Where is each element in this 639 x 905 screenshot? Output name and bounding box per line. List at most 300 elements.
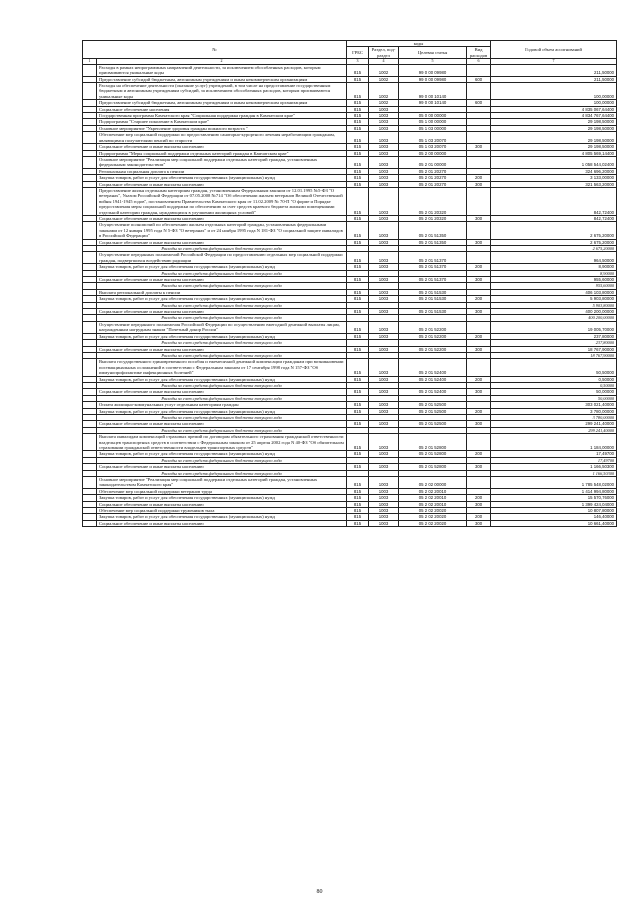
row-vid-cell: 600 bbox=[467, 76, 491, 82]
row-name-cell: Выплата региональной доплаты к пенсии bbox=[97, 289, 347, 295]
row-name-cell: Социальное обеспечение и иные выплаты населению bbox=[97, 501, 347, 507]
row-grbs-cell: 815 bbox=[347, 434, 369, 451]
row-sum-cell: 1 184,00000 bbox=[491, 434, 617, 451]
row-name-cell: Расходы за счет средств федерального бюджета текущего года bbox=[97, 246, 347, 252]
row-grbs-cell: 815 bbox=[347, 309, 369, 315]
row-target-cell: 05 2 01 52200 bbox=[399, 321, 467, 333]
row-razdel-cell: 1003 bbox=[369, 508, 399, 514]
row-num-cell bbox=[83, 321, 97, 333]
row-sum-cell: 1 414 994,80000 bbox=[491, 488, 617, 494]
row-grbs-cell: 815 bbox=[347, 156, 369, 168]
row-vid-cell: 600 bbox=[467, 100, 491, 106]
row-vid-cell: 300 bbox=[467, 215, 491, 221]
row-target-cell: 05 2 01 52800 bbox=[399, 434, 467, 451]
row-sum-cell: 324 696,20000 bbox=[491, 168, 617, 174]
row-name-cell: Подпрограмма "Меры социальной поддержки отдельных категорий граждан в Камчатском крае" bbox=[97, 150, 347, 156]
row-name-cell: Расходы за счет средств федерального бюджета текущего года bbox=[97, 302, 347, 308]
row-razdel-cell: 1003 bbox=[369, 222, 399, 239]
row-grbs-cell: 815 bbox=[347, 333, 369, 339]
row-name-cell: Закупка товаров, работ и услуг для обеспечения государственных (муниципальных) нужд bbox=[97, 495, 347, 501]
row-grbs-cell: 815 bbox=[347, 296, 369, 302]
col-index-cell: 4 bbox=[369, 59, 399, 65]
row-razdel-cell: 1003 bbox=[369, 215, 399, 221]
row-sum-cell: 1 399 424,04000 bbox=[491, 501, 617, 507]
row-name-cell: Выплата инвалидам компенсаций страховых премий по договорам обязательного страхования гражданской ответственности владельцев транспортных средств в соответствии с Федеральным законом от 25 апреля 2002 года N 40-ФЗ "Об обязательном страховании гражданской ответственности владельцев транспортных средств" bbox=[97, 434, 347, 451]
table-row bbox=[83, 252, 617, 264]
row-num-cell bbox=[83, 359, 97, 376]
row-grbs-cell: 815 bbox=[347, 125, 369, 131]
row-sum-cell: 100,00000 bbox=[491, 83, 617, 100]
row-sum-cell: 2 675,20000 bbox=[491, 239, 617, 245]
row-sum-cell: 2 675,20000 bbox=[491, 222, 617, 239]
row-grbs-cell: 815 bbox=[347, 119, 369, 125]
row-grbs-cell: 815 bbox=[347, 277, 369, 283]
row-grbs-cell: 815 bbox=[347, 514, 369, 520]
row-name-cell: Социальное обеспечение и иные выплаты населению bbox=[97, 239, 347, 245]
table-row bbox=[83, 64, 617, 76]
row-razdel-cell: 1003 bbox=[369, 309, 399, 315]
row-vid-cell: 200 bbox=[467, 514, 491, 520]
row-num-cell bbox=[83, 477, 97, 489]
row-grbs-cell: 815 bbox=[347, 168, 369, 174]
row-target-cell: 05 2 01 52800 bbox=[399, 451, 467, 457]
row-vid-cell bbox=[467, 187, 491, 215]
row-name-cell: Подпрограмма "Старшее поколение в Камчатском крае" bbox=[97, 119, 347, 125]
row-name-cell: Региональная социальная доплата к пенсии bbox=[97, 168, 347, 174]
row-vid-cell bbox=[467, 359, 491, 376]
row-sum-cell: 50,00000 bbox=[491, 389, 617, 395]
row-vid-cell bbox=[467, 83, 491, 100]
row-sum-cell: 0,50000 bbox=[491, 382, 617, 388]
row-target-cell: 05 2 02 20010 bbox=[399, 501, 467, 507]
row-name-cell: Закупка товаров, работ и услуг для обеспечения государственных (муниципальных) нужд bbox=[97, 408, 347, 414]
budget-document bbox=[82, 40, 616, 527]
row-razdel-cell: 1003 bbox=[369, 125, 399, 131]
row-razdel-cell: 1003 bbox=[369, 168, 399, 174]
row-sum-cell: 299 241,40000 bbox=[491, 427, 617, 433]
row-razdel-cell: 1003 bbox=[369, 421, 399, 427]
row-name-cell: Обеспечение мер социальной поддержки тружеников тыла bbox=[97, 508, 347, 514]
row-vid-cell: 300 bbox=[467, 309, 491, 315]
row-sum-cell: 50,00000 bbox=[491, 395, 617, 401]
row-target-cell: 05 2 01 52200 bbox=[399, 333, 467, 339]
row-razdel-cell: 1003 bbox=[369, 520, 399, 526]
row-target-cell: 05 2 01 20320 bbox=[399, 187, 467, 215]
row-vid-cell: 200 bbox=[467, 495, 491, 501]
row-name-cell: Закупка товаров, работ и услуг для обеспечения государственных (муниципальных) нужд bbox=[97, 296, 347, 302]
row-name-cell: Обеспечение мер социальной поддержки по предоставлению санаторно-курортного лечения неработающим гражданам, являющимся получателями пенсий по старости bbox=[97, 132, 347, 144]
row-grbs-cell: 815 bbox=[347, 113, 369, 119]
row-grbs-cell: 815 bbox=[347, 451, 369, 457]
row-name-cell: Расходы за счет средств федерального бюджета текущего года bbox=[97, 352, 347, 358]
row-vid-cell bbox=[467, 252, 491, 264]
row-name-cell: Социальное обеспечение населения bbox=[97, 106, 347, 112]
row-name-cell: Основное мероприятие "Реализация мер социальной поддержки отдельных категорий граждан, установленных законодательством Камчатского края" bbox=[97, 477, 347, 489]
row-target-cell: 05 2 01 20270 bbox=[399, 181, 467, 187]
row-sum-cell: 964,50000 bbox=[491, 252, 617, 264]
row-target-cell: 05 2 02 00000 bbox=[399, 477, 467, 489]
row-target-cell: 05 2 02 20020 bbox=[399, 508, 467, 514]
row-sum-cell: 3 133,00000 bbox=[491, 175, 617, 181]
row-vid-cell bbox=[467, 132, 491, 144]
row-name-cell: Социальное обеспечение и иные выплаты населению bbox=[97, 464, 347, 470]
row-name-cell: Обеспечение мер социальной поддержки ветеранов труда bbox=[97, 488, 347, 494]
row-name-cell: Социальное обеспечение и иные выплаты населению bbox=[97, 277, 347, 283]
row-vid-cell: 200 bbox=[467, 175, 491, 181]
row-razdel-cell: 1003 bbox=[369, 389, 399, 395]
row-razdel-cell: 1003 bbox=[369, 106, 399, 112]
row-grbs-cell: 815 bbox=[347, 106, 369, 112]
row-sum-cell: 400 200,00000 bbox=[491, 309, 617, 315]
row-sum-cell: 18 767,90000 bbox=[491, 352, 617, 358]
row-vid-cell: 300 bbox=[467, 501, 491, 507]
row-target-cell: 05 2 01 52400 bbox=[399, 389, 467, 395]
row-sum-cell: 3 780,00000 bbox=[491, 414, 617, 420]
row-target-cell: 05 2 01 52500 bbox=[399, 402, 467, 408]
row-sum-cell: 8,90000 bbox=[491, 270, 617, 276]
row-grbs-cell: 815 bbox=[347, 252, 369, 264]
row-sum-cell: 146,40000 bbox=[491, 514, 617, 520]
row-vid-cell: 300 bbox=[467, 239, 491, 245]
row-sum-cell: 400 200,00000 bbox=[491, 315, 617, 321]
row-grbs-cell: 815 bbox=[347, 76, 369, 82]
row-razdel-cell: 1003 bbox=[369, 175, 399, 181]
row-grbs-cell: 815 bbox=[347, 359, 369, 376]
row-sum-cell: 4 835 067,64400 bbox=[491, 106, 617, 112]
row-sum-cell: 4 805 569,14400 bbox=[491, 150, 617, 156]
row-target-cell: 05 2 01 51530 bbox=[399, 309, 467, 315]
row-target-cell: 05 2 01 51350 bbox=[399, 222, 467, 239]
row-razdel-cell: 1003 bbox=[369, 408, 399, 414]
row-razdel-cell: 1003 bbox=[369, 359, 399, 376]
row-name-cell: Закупка товаров, работ и услуг для обеспечения государственных (муниципальных) нужд bbox=[97, 376, 347, 382]
row-sum-cell: 321 563,20000 bbox=[491, 181, 617, 187]
row-name-cell: Закупка товаров, работ и услуг для обеспечения государственных (муниципальных) нужд bbox=[97, 451, 347, 457]
row-sum-cell: 955,60000 bbox=[491, 277, 617, 283]
row-target-cell: 05 2 01 20320 bbox=[399, 215, 467, 221]
row-target-cell: 99 0 00 10140 bbox=[399, 100, 467, 106]
row-grbs-cell: 815 bbox=[347, 289, 369, 295]
row-vid-cell: 300 bbox=[467, 277, 491, 283]
row-name-cell: Социальное обеспечение и иные выплаты населению bbox=[97, 389, 347, 395]
col-index-cell: 3 bbox=[347, 59, 369, 65]
row-razdel-cell: 1003 bbox=[369, 451, 399, 457]
table-row bbox=[83, 359, 617, 376]
row-razdel-cell: 1003 bbox=[369, 239, 399, 245]
table-row bbox=[83, 434, 617, 451]
col-index-cell: 6 bbox=[467, 59, 491, 65]
row-razdel-cell: 1003 bbox=[369, 346, 399, 352]
table-row bbox=[83, 187, 617, 215]
row-num-cell bbox=[83, 83, 97, 100]
budget-table bbox=[82, 40, 617, 527]
row-sum-cell: 10 807,80000 bbox=[491, 508, 617, 514]
row-grbs-cell: 815 bbox=[347, 402, 369, 408]
row-sum-cell: 4 834 767,64400 bbox=[491, 113, 617, 119]
row-target-cell: 05 2 01 52400 bbox=[399, 359, 467, 376]
row-razdel-cell: 1003 bbox=[369, 477, 399, 489]
row-grbs-cell: 815 bbox=[347, 187, 369, 215]
row-grbs-cell: 815 bbox=[347, 239, 369, 245]
row-sum-cell: 1 058 544,02400 bbox=[491, 156, 617, 168]
row-name-cell: Расходы за счет средств федерального бюджета текущего года bbox=[97, 395, 347, 401]
table-header bbox=[83, 41, 617, 65]
row-target-cell: 99 0 00 10140 bbox=[399, 83, 467, 100]
row-name-cell: Осуществление переданных полномочий Российской Федерации по предоставлению отдельных мер социальной поддержки граждан, подвергшихся воздействию радиации bbox=[97, 252, 347, 264]
row-name-cell: Основное мероприятие "Реализация мер социальной поддержки отдельных категорий граждан, установленных федеральным законодательством" bbox=[97, 156, 347, 168]
row-razdel-cell: 1003 bbox=[369, 187, 399, 215]
row-num-cell bbox=[83, 132, 97, 144]
row-sum-cell: 5 903,80000 bbox=[491, 302, 617, 308]
row-sum-cell: 1 785 548,02000 bbox=[491, 477, 617, 489]
row-sum-cell: 29 198,50000 bbox=[491, 119, 617, 125]
row-name-cell: Расходы в рамках непрограммных направлений деятельности, за исключением обособленных расходов, которым присваиваются уникальные коды bbox=[97, 64, 347, 76]
row-vid-cell: 300 bbox=[467, 421, 491, 427]
header-target: Целевая статья bbox=[399, 47, 467, 59]
row-target-cell: 05 2 01 52800 bbox=[399, 464, 467, 470]
row-name-cell: Оплата жилищно-коммунальных услуг отдельным категориям граждан bbox=[97, 402, 347, 408]
row-name-cell: Предоставление субсидий бюджетным, автономным учреждениям и иным некоммерческим организациям bbox=[97, 76, 347, 82]
row-target-cell: 05 2 01 51370 bbox=[399, 264, 467, 270]
row-name-cell: Расходы за счет средств федерального бюджета текущего года bbox=[97, 315, 347, 321]
table-row bbox=[83, 83, 617, 100]
row-target-cell: 05 2 02 20010 bbox=[399, 488, 467, 494]
row-grbs-cell: 815 bbox=[347, 488, 369, 494]
row-name-cell: Социальное обеспечение и иные выплаты населению bbox=[97, 181, 347, 187]
row-razdel-cell: 1003 bbox=[369, 376, 399, 382]
row-name-cell: Расходы за счет средств федерального бюджета текущего года bbox=[97, 283, 347, 289]
row-num-cell bbox=[83, 434, 97, 451]
row-sum-cell: 15 570,76000 bbox=[491, 495, 617, 501]
row-name-cell: Закупка товаров, работ и услуг для обеспечения государственных (муниципальных) нужд bbox=[97, 333, 347, 339]
row-target-cell: 99 0 00 09980 bbox=[399, 64, 467, 76]
row-grbs-cell: 815 bbox=[347, 376, 369, 382]
row-name-cell: Расходы за счет средств федерального бюджета текущего года bbox=[97, 270, 347, 276]
row-sum-cell: 237,80000 bbox=[491, 333, 617, 339]
col-index-cell: 2 bbox=[97, 59, 347, 65]
row-razdel-cell: 1003 bbox=[369, 119, 399, 125]
row-num-cell bbox=[83, 187, 97, 215]
row-sum-cell: 29 198,50000 bbox=[491, 132, 617, 144]
row-razdel-cell: 1003 bbox=[369, 333, 399, 339]
row-name-cell: Расходы за счет средств федерального бюджета текущего года bbox=[97, 427, 347, 433]
row-sum-cell: 5 903,80000 bbox=[491, 296, 617, 302]
row-target-cell: 05 1 03 20070 bbox=[399, 144, 467, 150]
row-sum-cell: 842,72400 bbox=[491, 215, 617, 221]
row-target-cell: 05 2 01 00000 bbox=[399, 156, 467, 168]
row-name-cell: Социальное обеспечение и иные выплаты населению bbox=[97, 346, 347, 352]
page-number: 80 bbox=[316, 889, 323, 895]
row-razdel-cell: 1003 bbox=[369, 144, 399, 150]
row-vid-cell bbox=[467, 434, 491, 451]
row-grbs-cell: 815 bbox=[347, 175, 369, 181]
row-name-cell: Предоставление жилья отдельным категориям граждан, установленным Федеральным законом от 12.01.1995 №5-ФЗ "О ветеранах", Указом Российской Федерации от 07.05.2008 №714 "Об обеспечении жильем ветеранов Великой Отечественной войны 1941-1945 годов", постановлением Правительства Камчатского края от 11.02.2009 № 70-П "О форме и Порядке предоставления меры социальной поддержки по обеспечению за счет средств краевого бюджета жилыми помещениями отдельной категории граждан, нуждающихся в улучшении жилищных условий" bbox=[97, 187, 347, 215]
row-grbs-cell: 815 bbox=[347, 144, 369, 150]
row-razdel-cell: 1003 bbox=[369, 277, 399, 283]
row-name-cell: Расходы за счет средств федерального бюджета текущего года bbox=[97, 340, 347, 346]
row-name-cell: Осуществление полномочий по обеспечению жильем отдельных категорий граждан, установленных федеральными законами от 12 января 1995 года N 5-ФЗ "О ветеранах" и от 24 ноября 1995 года N 181-ФЗ "О социальной защите инвалидов в Российской Федерации" bbox=[97, 222, 347, 239]
header-grbs: ГРБС bbox=[347, 47, 369, 59]
row-target-cell: 99 0 00 09980 bbox=[399, 76, 467, 82]
row-grbs-cell: 815 bbox=[347, 421, 369, 427]
header-razdel: Раздел, под-раздел bbox=[369, 47, 399, 59]
row-razdel-cell: 1003 bbox=[369, 495, 399, 501]
row-target-cell: 05 2 01 51370 bbox=[399, 252, 467, 264]
row-num-cell bbox=[83, 64, 97, 76]
row-target-cell: 05 1 03 00000 bbox=[399, 125, 467, 131]
row-name-cell: Расходы за счет средств федерального бюджета текущего года bbox=[97, 414, 347, 420]
row-grbs-cell: 815 bbox=[347, 408, 369, 414]
row-target-cell: 05 2 01 51370 bbox=[399, 277, 467, 283]
row-sum-cell: 3 780,00000 bbox=[491, 408, 617, 414]
row-vid-cell bbox=[467, 477, 491, 489]
row-grbs-cell: 815 bbox=[347, 150, 369, 156]
row-sum-cell: 1 166,50300 bbox=[491, 464, 617, 470]
row-razdel-cell: 1003 bbox=[369, 150, 399, 156]
row-sum-cell: 17,49700 bbox=[491, 457, 617, 463]
table-row bbox=[83, 222, 617, 239]
row-sum-cell: 19 005,70000 bbox=[491, 321, 617, 333]
row-grbs-cell: 815 bbox=[347, 508, 369, 514]
row-razdel-cell: 1003 bbox=[369, 181, 399, 187]
row-name-cell: Осуществление переданного полномочия Российской Федерации по осуществлению ежегодной денежной выплаты лицам, награжденным нагрудным знаком "Почетный донор России" bbox=[97, 321, 347, 333]
row-vid-cell bbox=[467, 156, 491, 168]
row-target-cell: 05 2 01 20270 bbox=[399, 175, 467, 181]
row-grbs-cell: 815 bbox=[347, 181, 369, 187]
table-row bbox=[83, 132, 617, 144]
row-grbs-cell: 815 bbox=[347, 100, 369, 106]
row-grbs-cell: 815 bbox=[347, 477, 369, 489]
row-name-cell: Закупка товаров, работ и услуг для обеспечения государственных (муниципальных) нужд bbox=[97, 514, 347, 520]
row-razdel-cell: 1002 bbox=[369, 100, 399, 106]
row-name-cell: Выплата государственного единовременного пособия и ежемесячной денежной компенсации гражданам при возникновении поствакцинальных осложнений в соответствии с Федеральным законом от 17 сентября 1998 года N 157-ФЗ "Об иммунопрофилактике инфекционных болезней" bbox=[97, 359, 347, 376]
row-razdel-cell: 1003 bbox=[369, 514, 399, 520]
row-razdel-cell: 1003 bbox=[369, 252, 399, 264]
row-vid-cell: 300 bbox=[467, 389, 491, 395]
row-grbs-cell: 815 bbox=[347, 464, 369, 470]
row-target-cell: 05 0 00 00000 bbox=[399, 113, 467, 119]
header-vid: Вид расходов bbox=[467, 47, 491, 59]
row-sum-cell: 211,50000 bbox=[491, 64, 617, 76]
table-row bbox=[83, 321, 617, 333]
header-num: № bbox=[83, 41, 347, 59]
row-target-cell: 05 1 03 20070 bbox=[399, 132, 467, 144]
col-index-cell: 5 bbox=[399, 59, 467, 65]
row-name-cell: Социальное обеспечение и иные выплаты населению bbox=[97, 520, 347, 526]
row-sum-cell: 10 661,40000 bbox=[491, 520, 617, 526]
row-sum-cell: 50,50000 bbox=[491, 359, 617, 376]
row-name-cell: Социальное обеспечение и иные выплаты населению bbox=[97, 421, 347, 427]
row-target-cell: 05 2 02 20020 bbox=[399, 514, 467, 520]
col-index-cell: 1 bbox=[83, 59, 97, 65]
table-body bbox=[83, 64, 617, 526]
row-name-cell: Основное мероприятие "Укрепление здоровья граждан пожилого возраста " bbox=[97, 125, 347, 131]
row-grbs-cell: 815 bbox=[347, 321, 369, 333]
row-name-cell: Социальное обеспечение и иные выплаты населению bbox=[97, 309, 347, 315]
row-target-cell: 05 1 00 00000 bbox=[399, 119, 467, 125]
row-target-cell: 05 2 01 52400 bbox=[399, 376, 467, 382]
row-target-cell: 05 2 01 20270 bbox=[399, 168, 467, 174]
row-sum-cell: 29 198,50000 bbox=[491, 144, 617, 150]
row-vid-cell: 200 bbox=[467, 264, 491, 270]
row-razdel-cell: 1003 bbox=[369, 264, 399, 270]
row-target-cell: 05 2 00 00000 bbox=[399, 150, 467, 156]
row-vid-cell: 200 bbox=[467, 333, 491, 339]
row-grbs-cell: 815 bbox=[347, 520, 369, 526]
row-sum-cell: 237,80000 bbox=[491, 340, 617, 346]
col-index-cell: 7 bbox=[491, 59, 617, 65]
row-vid-cell: 300 bbox=[467, 144, 491, 150]
row-razdel-cell: 1002 bbox=[369, 64, 399, 76]
row-num-cell bbox=[83, 520, 97, 526]
row-target-cell: 05 2 01 52500 bbox=[399, 421, 467, 427]
row-grbs-cell: 815 bbox=[347, 222, 369, 239]
table-row bbox=[83, 477, 617, 489]
row-grbs-cell: 815 bbox=[347, 64, 369, 76]
row-num-cell bbox=[83, 252, 97, 264]
row-sum-cell: 211,50000 bbox=[491, 76, 617, 82]
row-grbs-cell: 815 bbox=[347, 83, 369, 100]
row-name-cell: Социальное обеспечение и иные выплаты населению bbox=[97, 144, 347, 150]
row-sum-cell: 955,60000 bbox=[491, 283, 617, 289]
row-sum-cell: 299 241,40000 bbox=[491, 421, 617, 427]
row-sum-cell: 18 767,90000 bbox=[491, 346, 617, 352]
row-sum-cell: 406 103,80000 bbox=[491, 289, 617, 295]
row-sum-cell: 17,49700 bbox=[491, 451, 617, 457]
row-grbs-cell: 815 bbox=[347, 215, 369, 221]
row-razdel-cell: 1003 bbox=[369, 132, 399, 144]
row-sum-cell: 0,50000 bbox=[491, 376, 617, 382]
row-razdel-cell: 1003 bbox=[369, 501, 399, 507]
row-name-cell: Государственная программа Камчатского края "Социальная поддержка граждан в Камчатском крае" bbox=[97, 113, 347, 119]
row-sum-cell: 100,00000 bbox=[491, 100, 617, 106]
row-target-cell: 05 2 02 20010 bbox=[399, 495, 467, 501]
row-sum-cell: 303 021,40000 bbox=[491, 402, 617, 408]
row-grbs-cell: 815 bbox=[347, 346, 369, 352]
row-name-cell: Расходы за счет средств федерального бюджета текущего года bbox=[97, 382, 347, 388]
row-razdel-cell: 1003 bbox=[369, 289, 399, 295]
row-grbs-cell: 815 bbox=[347, 264, 369, 270]
row-vid-cell bbox=[467, 321, 491, 333]
row-razdel-cell: 1003 bbox=[369, 402, 399, 408]
row-sum-cell: 8,90000 bbox=[491, 264, 617, 270]
row-vid-cell: 300 bbox=[467, 520, 491, 526]
row-sum-cell: 29 198,50000 bbox=[491, 125, 617, 131]
row-target-cell: 05 2 01 52200 bbox=[399, 346, 467, 352]
row-vid-cell: 300 bbox=[467, 346, 491, 352]
row-grbs-cell: 815 bbox=[347, 495, 369, 501]
row-sum-cell: 1 166,50300 bbox=[491, 470, 617, 476]
row-razdel-cell: 1002 bbox=[369, 83, 399, 100]
row-name-cell: Расходы за счет средств федерального бюджета текущего года bbox=[97, 457, 347, 463]
row-target-cell: 05 2 01 52500 bbox=[399, 408, 467, 414]
row-target-cell: 05 2 02 20020 bbox=[399, 520, 467, 526]
table-row bbox=[83, 520, 617, 526]
row-razdel-cell: 1003 bbox=[369, 321, 399, 333]
row-vid-cell: 200 bbox=[467, 296, 491, 302]
row-num-cell bbox=[83, 156, 97, 168]
row-vid-cell bbox=[467, 64, 491, 76]
row-name-cell: Закупка товаров, работ и услуг для обеспечения государственных (муниципальных) нужд bbox=[97, 264, 347, 270]
row-razdel-cell: 1003 bbox=[369, 464, 399, 470]
row-razdel-cell: 1003 bbox=[369, 113, 399, 119]
row-vid-cell: 300 bbox=[467, 464, 491, 470]
row-grbs-cell: 815 bbox=[347, 132, 369, 144]
header-codes: коды bbox=[347, 41, 491, 47]
row-name-cell: Расходы на обеспечение деятельности (оказание услуг) учреждений, в том числе на предоставление государственным бюджетным и автономным учреждениям субсидий, за исключением обособленных расходов, которым присваиваются уникальные коды bbox=[97, 83, 347, 100]
row-vid-cell: 300 bbox=[467, 181, 491, 187]
row-razdel-cell: 1002 bbox=[369, 76, 399, 82]
